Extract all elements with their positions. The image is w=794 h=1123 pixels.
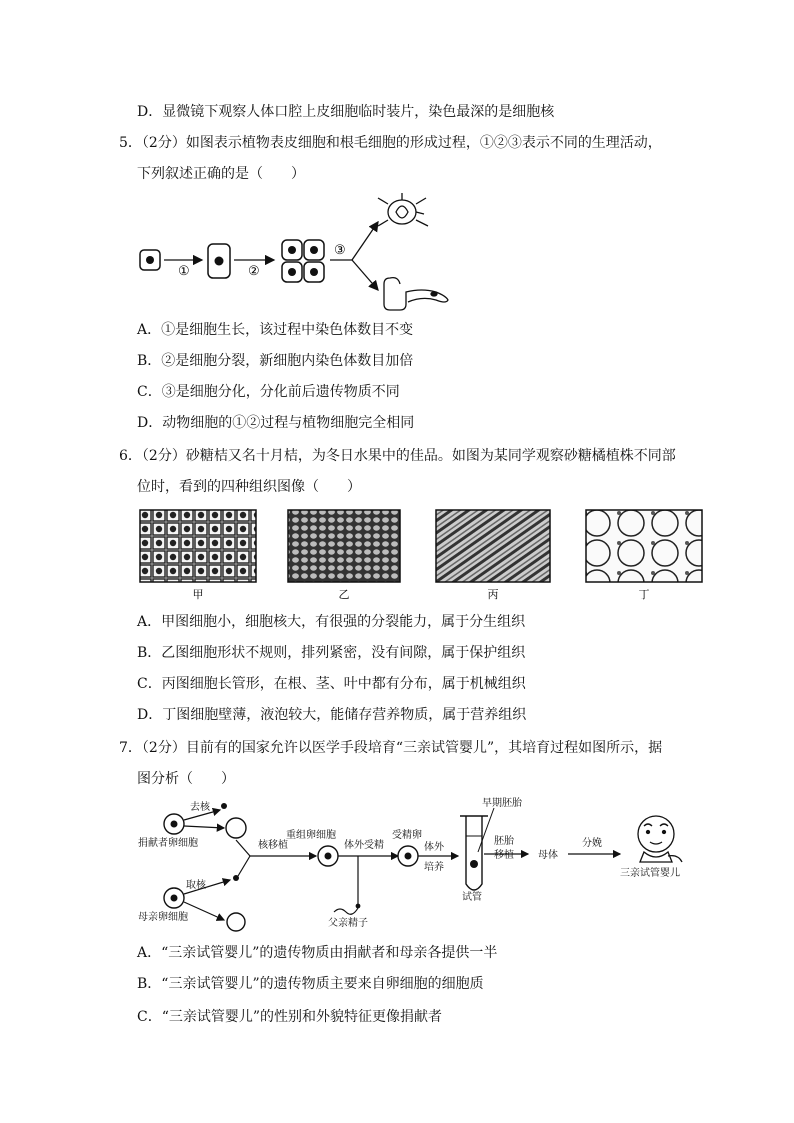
test-tube [460, 816, 488, 890]
q5-option-d: D．动物细胞的①②过程与植物细胞完全相同 [137, 415, 415, 431]
tissue-image-b [288, 510, 400, 582]
epidermis-cell [378, 193, 428, 226]
transplant-label: 核移植 [258, 840, 288, 851]
baby-icon [638, 816, 682, 862]
root-hair-cell [384, 278, 448, 310]
q7-stem-line1: 7．（2分）目前有的国家允许以医学手段培育“三亲试管婴儿”，其培育过程如图所示，据 [119, 740, 663, 756]
q7-option-b: B．“三亲试管婴儿”的遗传物质主要来自卵细胞的细胞质 [137, 976, 484, 992]
step-3-label: ③ [334, 243, 346, 258]
q7-option-c: C．“三亲试管婴儿”的性别和外貌特征更像捐献者 [137, 1009, 443, 1025]
tissue-image-a [140, 510, 256, 582]
label-d: 丁 [638, 588, 650, 601]
q5-option-a: A．①是细胞生长，该过程中染色体数目不变 [137, 322, 414, 338]
enucleated-egg [226, 818, 246, 838]
remove-nucleus-label: 去核 [190, 802, 210, 813]
label-c: 丙 [487, 588, 499, 601]
take-nucleus-label: 取核 [186, 880, 206, 891]
baby-label: 三亲试管婴儿 [620, 868, 680, 879]
q5-option-c: C．③是细胞分化，分化前后遗传物质不同 [137, 384, 400, 400]
mother-body-label: 母体 [538, 850, 558, 861]
zygote-cell [398, 846, 418, 866]
father-sperm-label: 父亲精子 [328, 918, 368, 929]
zygote-label: 受精卵 [392, 830, 422, 841]
q5-stem-line2: 下列叙述正确的是（ ） [137, 166, 305, 182]
delivery-label: 分娩 [582, 838, 602, 849]
q6-option-b: B．乙图细胞形状不规则，排列紧密，没有间隙，属于保护组织 [137, 645, 526, 661]
q7-stem-line2: 图分析（ ） [137, 771, 235, 787]
ivf-label: 体外受精 [344, 840, 384, 851]
culture-label-2: 培养 [424, 862, 444, 873]
early-embryo-label: 早期胚胎 [482, 798, 522, 809]
test-tube-label: 试管 [462, 892, 482, 903]
tissue-image-d [586, 510, 702, 582]
sperm-icon [334, 908, 358, 914]
label-b: 乙 [338, 588, 350, 601]
q5-option-b: B．②是细胞分裂，新细胞内染色体数目加倍 [137, 353, 414, 369]
recombined-egg-label: 重组卵细胞 [286, 830, 336, 841]
divided-cells [282, 240, 324, 282]
tissue-image-c [436, 510, 550, 582]
q6-option-c: C．丙图细胞长管形，在根、茎、叶中都有分布，属于机械组织 [137, 676, 526, 692]
q5-cell-formation-diagram [132, 192, 462, 312]
q6-stem-line1: 6．（2分）砂糖桔又名十月桔，为冬日水果中的佳品。如图为某同学观察砂糖橘植株不同部 [119, 448, 676, 464]
q6-option-d: D．丁图细胞壁薄，液泡较大，能储存营养物质，属于营养组织 [137, 707, 527, 723]
q6-option-a: A．甲图细胞小，细胞核大，有很强的分裂能力，属于分生组织 [137, 614, 526, 630]
donor-egg-cell [164, 814, 184, 834]
culture-label-1: 体外 [424, 842, 444, 853]
q5-stem-line1: 5．（2分）如图表示植物表皮细胞和根毛细胞的形成过程，①②③表示不同的生理活动， [119, 135, 662, 151]
label-a: 甲 [192, 588, 204, 601]
mother-egg-remnant [227, 913, 245, 931]
embryo-transfer-label-1: 胚胎 [494, 836, 514, 847]
removed-nucleus [221, 803, 227, 809]
embryo-transfer-label-2: 移植 [494, 850, 514, 861]
arrow-to-epidermis [352, 222, 378, 260]
q4-option-d: D．显微镜下观察人体口腔上皮细胞临时装片，染色最深的是细胞核 [137, 104, 555, 120]
recombined-egg-cell [318, 846, 338, 866]
grown-cell [208, 244, 230, 278]
donor-egg-label: 捐献者卵细胞 [138, 838, 198, 849]
q6-stem-line2: 位时，看到的四种组织图像（ ） [137, 479, 361, 495]
q7-option-a: A．“三亲试管婴儿”的遗传物质由捐献者和母亲各提供一半 [137, 945, 498, 961]
q6-tissue-images [138, 508, 708, 602]
mother-egg-cell [164, 888, 184, 908]
q7-ivf-diagram [138, 796, 710, 934]
step-1-label: ① [178, 264, 190, 279]
mother-egg-label: 母亲卵细胞 [138, 912, 188, 923]
step-2-label: ② [248, 264, 260, 279]
single-cell [140, 250, 160, 270]
arrow-to-root-hair [352, 260, 378, 290]
